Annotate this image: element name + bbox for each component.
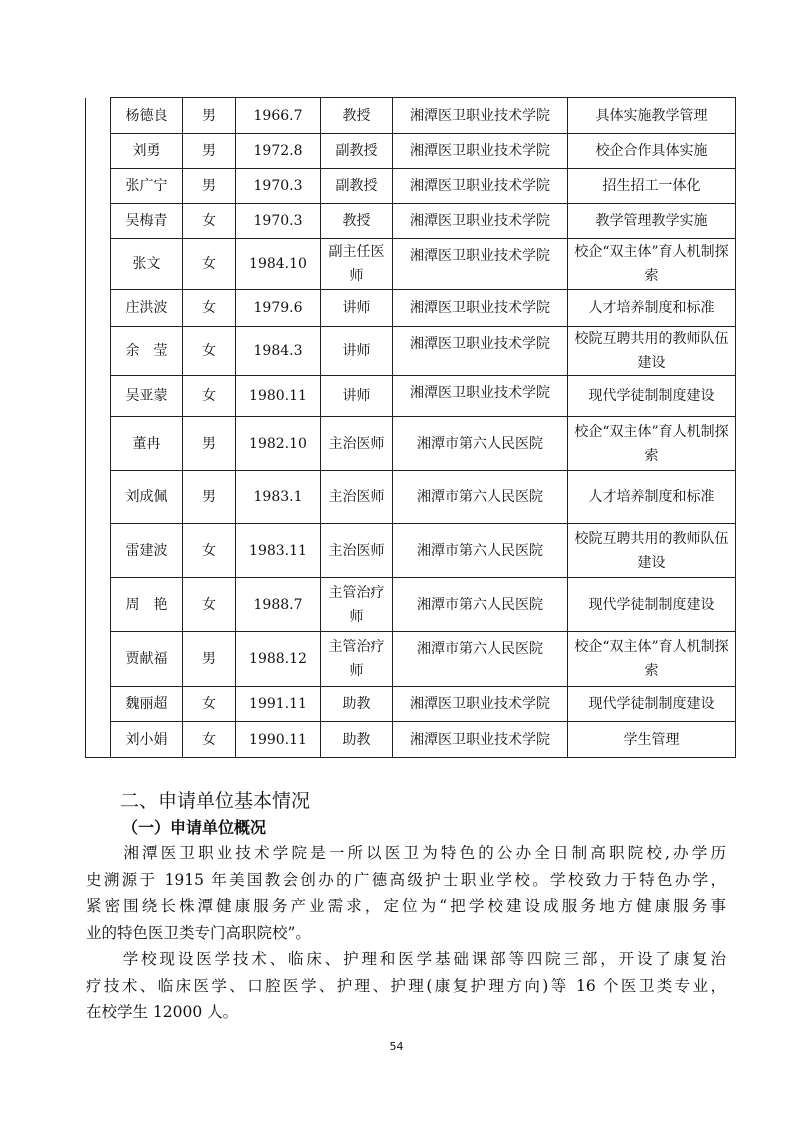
cell-birth: 1979.6	[236, 290, 321, 327]
cell-role: 现代学徒制制度建设	[568, 376, 736, 417]
cell-title: 副教授	[321, 169, 393, 204]
cell-unit: 湘潭市第六人民医院	[393, 471, 568, 524]
cell-title: 助教	[321, 687, 393, 722]
paragraph-line: 业的特色医卫类专门高职院校”。	[86, 923, 311, 942]
cell-title: 副教授	[321, 134, 393, 169]
table-row	[86, 134, 736, 169]
cell-name: 张广宁	[111, 169, 183, 204]
cell-gender: 女	[183, 376, 236, 417]
cell-unit: 湘潭医卫职业技术学院	[393, 169, 568, 204]
cell-role: 校企“双主体”育人机制探索	[568, 239, 736, 290]
table-row	[86, 327, 736, 376]
cell-name: 周 艳	[111, 578, 183, 632]
table-row	[86, 290, 736, 327]
cell-unit: 湘潭医卫职业技术学院	[393, 722, 568, 758]
table-row	[86, 204, 736, 239]
cell-title: 助教	[321, 722, 393, 758]
cell-birth: 1970.3	[236, 204, 321, 239]
cell-gender: 女	[183, 524, 236, 578]
cell-title: 主管治疗师	[321, 578, 393, 632]
cell-role: 具体实施教学管理	[568, 98, 736, 134]
cell-gender: 女	[183, 327, 236, 376]
cell-name: 贾献福	[111, 632, 183, 687]
cell-title: 教授	[321, 98, 393, 134]
cell-gender: 女	[183, 687, 236, 722]
cell-title: 主治医师	[321, 417, 393, 471]
cell-role: 学生管理	[568, 722, 736, 758]
merged-category-cell	[86, 98, 111, 758]
cell-unit: 湘潭医卫职业技术学院	[393, 98, 568, 134]
cell-unit: 湘潭医卫职业技术学院	[393, 327, 568, 376]
cell-birth: 1984.3	[236, 327, 321, 376]
cell-role: 校企“双主体”育人机制探索	[568, 417, 736, 471]
cell-unit: 湘潭医卫职业技术学院	[393, 134, 568, 169]
table-row	[86, 471, 736, 524]
cell-name: 张文	[111, 239, 183, 290]
paragraph-2	[86, 946, 726, 1026]
table-row	[86, 578, 736, 632]
table-row	[86, 169, 736, 204]
cell-unit: 湘潭医卫职业技术学院	[393, 239, 568, 290]
table-row	[86, 417, 736, 471]
cell-title: 主管治疗师	[321, 632, 393, 687]
cell-title: 讲师	[321, 290, 393, 327]
paragraph-line: 学校现设医学技术、临床、护理和医学基础课部等四院三部，开设了康复治	[86, 950, 726, 968]
section-heading: 二、申请单位基本情况	[120, 790, 311, 812]
cell-role: 招生招工一体化	[568, 169, 736, 204]
cell-role: 校院互聘共用的教师队伍建设	[568, 327, 736, 376]
cell-unit: 湘潭医卫职业技术学院	[393, 376, 568, 417]
paragraph-line: 紧密围绕长株潭健康服务产业需求，定位为“把学校建设成服务地方健康服务事	[86, 897, 726, 915]
cell-name: 刘小娟	[111, 722, 183, 758]
cell-birth: 1980.11	[236, 376, 321, 417]
paragraph-line: 在校学生 12000 人。	[86, 1003, 239, 1021]
cell-name: 刘勇	[111, 134, 183, 169]
cell-name: 雷建波	[111, 524, 183, 578]
cell-role: 现代学徒制制度建设	[568, 578, 736, 632]
paragraph-line: 疗技术、临床医学、口腔医学、护理、护理(康复护理方向)等 16 个医卫类专业，	[86, 976, 726, 995]
cell-unit: 湘潭市第六人民医院	[393, 524, 568, 578]
cell-unit: 湘潭市第六人民医院	[393, 417, 568, 471]
cell-gender: 男	[183, 471, 236, 524]
cell-role: 校院互聘共用的教师队伍建设	[568, 524, 736, 578]
paragraph-1	[86, 840, 726, 946]
cell-gender: 女	[183, 722, 236, 758]
cell-gender: 女	[183, 290, 236, 327]
staff-table	[85, 97, 736, 758]
cell-birth: 1984.10	[236, 239, 321, 290]
cell-birth: 1991.11	[236, 687, 321, 722]
table-row	[86, 687, 736, 722]
cell-birth: 1983.11	[236, 524, 321, 578]
cell-name: 余 莹	[111, 327, 183, 376]
cell-birth: 1988.7	[236, 578, 321, 632]
table-row	[86, 524, 736, 578]
cell-birth: 1966.7	[236, 98, 321, 134]
cell-role: 教学管理教学实施	[568, 204, 736, 239]
cell-birth: 1982.10	[236, 417, 321, 471]
cell-gender: 男	[183, 632, 236, 687]
cell-role: 校企合作具体实施	[568, 134, 736, 169]
cell-name: 吴梅青	[111, 204, 183, 239]
table-row	[86, 376, 736, 417]
cell-name: 庄洪波	[111, 290, 183, 327]
page-number: 54	[389, 1040, 404, 1053]
cell-name: 董冉	[111, 417, 183, 471]
table-row	[86, 632, 736, 687]
cell-unit: 湘潭医卫职业技术学院	[393, 687, 568, 722]
cell-role: 人才培养制度和标准	[568, 471, 736, 524]
cell-role: 校企“双主体”育人机制探索	[568, 632, 736, 687]
table-row	[86, 98, 736, 134]
cell-title: 讲师	[321, 376, 393, 417]
cell-role: 现代学徒制制度建设	[568, 687, 736, 722]
cell-gender: 女	[183, 578, 236, 632]
cell-unit: 湘潭医卫职业技术学院	[393, 204, 568, 239]
cell-title: 教授	[321, 204, 393, 239]
cell-birth: 1970.3	[236, 169, 321, 204]
cell-gender: 男	[183, 417, 236, 471]
cell-name: 魏丽超	[111, 687, 183, 722]
cell-role: 人才培养制度和标准	[568, 290, 736, 327]
cell-birth: 1972.8	[236, 134, 321, 169]
cell-name: 吴亚蒙	[111, 376, 183, 417]
cell-birth: 1983.1	[236, 471, 321, 524]
cell-unit: 湘潭市第六人民医院	[393, 632, 568, 687]
cell-gender: 男	[183, 134, 236, 169]
cell-title: 讲师	[321, 327, 393, 376]
cell-birth: 1990.11	[236, 722, 321, 758]
table-row	[86, 722, 736, 758]
cell-unit: 湘潭医卫职业技术学院	[393, 290, 568, 327]
table-row	[86, 239, 736, 290]
cell-title: 副主任医师	[321, 239, 393, 290]
cell-gender: 女	[183, 204, 236, 239]
cell-gender: 女	[183, 239, 236, 290]
paragraph-line: 湘潭医卫职业技术学院是一所以医卫为特色的公办全日制高职院校,办学历	[86, 844, 726, 862]
cell-gender: 男	[183, 169, 236, 204]
cell-gender: 男	[183, 98, 236, 134]
cell-name: 杨德良	[111, 98, 183, 134]
cell-name: 刘成佩	[111, 471, 183, 524]
cell-title: 主治医师	[321, 471, 393, 524]
cell-title: 主治医师	[321, 524, 393, 578]
paragraph-line: 史溯源于 1915 年美国教会创办的广德高级护士职业学校。学校致力于特色办学，	[86, 870, 726, 889]
cell-unit: 湘潭市第六人民医院	[393, 578, 568, 632]
subsection-heading: （一）申请单位概况	[122, 818, 267, 837]
cell-birth: 1988.12	[236, 632, 321, 687]
